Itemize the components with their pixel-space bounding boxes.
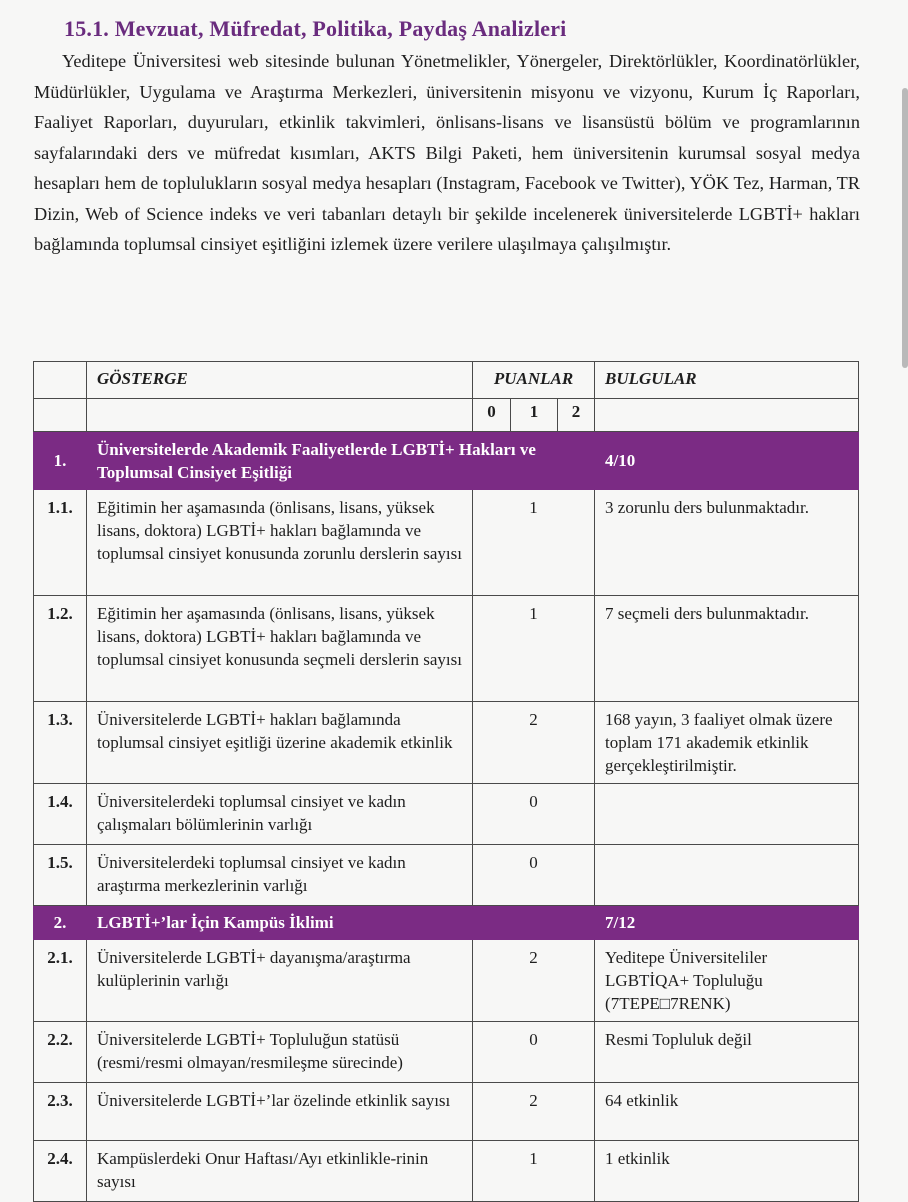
category-total: 7/12	[595, 906, 859, 940]
scrollbar[interactable]	[902, 88, 908, 368]
row-finding: 3 zorunlu ders bulunmaktadır.	[595, 490, 859, 596]
table-row	[34, 596, 859, 702]
header-indicator: GÖSTERGE	[87, 362, 473, 399]
table-row	[34, 702, 859, 784]
row-indicator: Üniversitelerde LGBTİ+’lar özelinde etkinlik sayısı	[87, 1083, 473, 1141]
row-score: 1	[473, 1141, 595, 1202]
row-number: 1.5.	[34, 845, 87, 906]
row-finding	[595, 845, 859, 906]
intro-paragraph: Yeditepe Üniversitesi web sitesinde bulunan Yönetmelikler, Yönergeler, Direktörlükler, Koordinatörlükler, Müdürlükler, Uygulama ve Araştırma Merkezleri, üniversitenin misyonu ve vizyonu, Kurum İç Raporları, Faaliyet Raporları, duyuruları, etkinlik takvimleri, önlisans-lisans ve lisansüstü bölüm ve programlarının sayfalarındaki ders ve müfredat kısımları, AKTS Bilgi Paketi, hem üniversitenin kurumsal sosyal medya hesapları hem de toplulukların sosyal medya hesapları (Instagram, Facebook ve Twitter), YÖK Tez, Harman, TR Dizin, Web of Science indeks ve veri tabanları detaylı bir şekilde incelenerek üniversitelerde LGBTİ+ hakları bağlamında toplumsal cinsiyet eşitliğini izlemek üzere verilere ulaşılmaya çalışılmıştır.	[34, 51, 860, 254]
row-score: 1	[473, 596, 595, 702]
row-score: 2	[473, 940, 595, 1022]
row-score: 0	[473, 784, 595, 845]
row-indicator: Üniversitelerdeki toplumsal cinsiyet ve kadın çalışmaları bölümlerinin varlığı	[87, 784, 473, 845]
row-number: 1.1.	[34, 490, 87, 596]
row-finding: 1 etkinlik	[595, 1141, 859, 1202]
category-title: LGBTİ+’lar İçin Kampüs İklimi	[87, 906, 595, 940]
score-levels-blank	[595, 399, 859, 432]
row-score: 0	[473, 845, 595, 906]
row-number: 2.3.	[34, 1083, 87, 1141]
table-row	[34, 940, 859, 1022]
table-row	[34, 1141, 859, 1202]
indicator-table	[33, 361, 859, 1202]
row-finding	[595, 784, 859, 845]
table-row	[34, 490, 859, 596]
row-number: 1.4.	[34, 784, 87, 845]
row-score: 0	[473, 1022, 595, 1083]
row-score: 1	[473, 490, 595, 596]
table-row	[34, 1022, 859, 1083]
row-finding: Yeditepe Üniversiteliler LGBTİQA+ Topluluğu (7TEPE□7RENK)	[595, 940, 859, 1022]
row-number: 2.1.	[34, 940, 87, 1022]
category-number: 1.	[34, 432, 87, 490]
row-indicator: Kampüslerdeki Onur Haftası/Ayı etkinlikle-rinin sayısı	[87, 1141, 473, 1202]
row-indicator: Üniversitelerdeki toplumsal cinsiyet ve kadın araştırma merkezlerinin varlığı	[87, 845, 473, 906]
row-indicator: Üniversitelerde LGBTİ+ hakları bağlamında toplumsal cinsiyet eşitliği üzerine akademik etkinlik	[87, 702, 473, 784]
category-row	[34, 906, 859, 940]
row-indicator: Üniversitelerde LGBTİ+ dayanışma/araştırma kulüplerinin varlığı	[87, 940, 473, 1022]
row-number: 2.2.	[34, 1022, 87, 1083]
row-finding: 7 seçmeli ders bulunmaktadır.	[595, 596, 859, 702]
score-levels-row	[34, 399, 859, 432]
category-row	[34, 432, 859, 490]
row-score: 2	[473, 702, 595, 784]
row-finding: 168 yayın, 3 faaliyet olmak üzere toplam 171 akademik etkinlik gerçekleştirilmiştir.	[595, 702, 859, 784]
category-title: Üniversitelerde Akademik Faaliyetlerde LGBTİ+ Hakları ve Toplumsal Cinsiyet Eşitliği	[87, 432, 595, 490]
row-finding: 64 etkinlik	[595, 1083, 859, 1141]
score-levels-blank	[34, 399, 87, 432]
header-findings: BULGULAR	[595, 362, 859, 399]
section-title: 15.1. Mevzuat, Müfredat, Politika, Paydaş Analizleri	[64, 16, 567, 41]
row-number: 2.4.	[34, 1141, 87, 1202]
header-scores: PUANLAR	[473, 362, 595, 399]
score-level-0: 0	[473, 399, 511, 432]
score-level-2: 2	[558, 399, 595, 432]
category-total: 4/10	[595, 432, 859, 490]
header-number-cell	[34, 362, 87, 399]
row-number: 1.3.	[34, 702, 87, 784]
row-number: 1.2.	[34, 596, 87, 702]
row-indicator: Eğitimin her aşamasında (önlisans, lisans, yüksek lisans, doktora) LGBTİ+ hakları bağlamında ve toplumsal cinsiyet konusunda zorunlu derslerin sayısı	[87, 490, 473, 596]
table-row	[34, 845, 859, 906]
row-indicator: Üniversitelerde LGBTİ+ Topluluğun statüsü (resmi/resmi olmayan/resmileşme sürecinde)	[87, 1022, 473, 1083]
row-indicator: Eğitimin her aşamasında (önlisans, lisans, yüksek lisans, doktora) LGBTİ+ hakları bağlamında ve toplumsal cinsiyet konusunda seçmeli derslerin sayısı	[87, 596, 473, 702]
table-row	[34, 784, 859, 845]
score-level-1: 1	[511, 399, 558, 432]
table-row	[34, 1083, 859, 1141]
table-header-row	[34, 362, 859, 399]
category-number: 2.	[34, 906, 87, 940]
row-score: 2	[473, 1083, 595, 1141]
score-levels-blank	[87, 399, 473, 432]
row-finding: Resmi Topluluk değil	[595, 1022, 859, 1083]
